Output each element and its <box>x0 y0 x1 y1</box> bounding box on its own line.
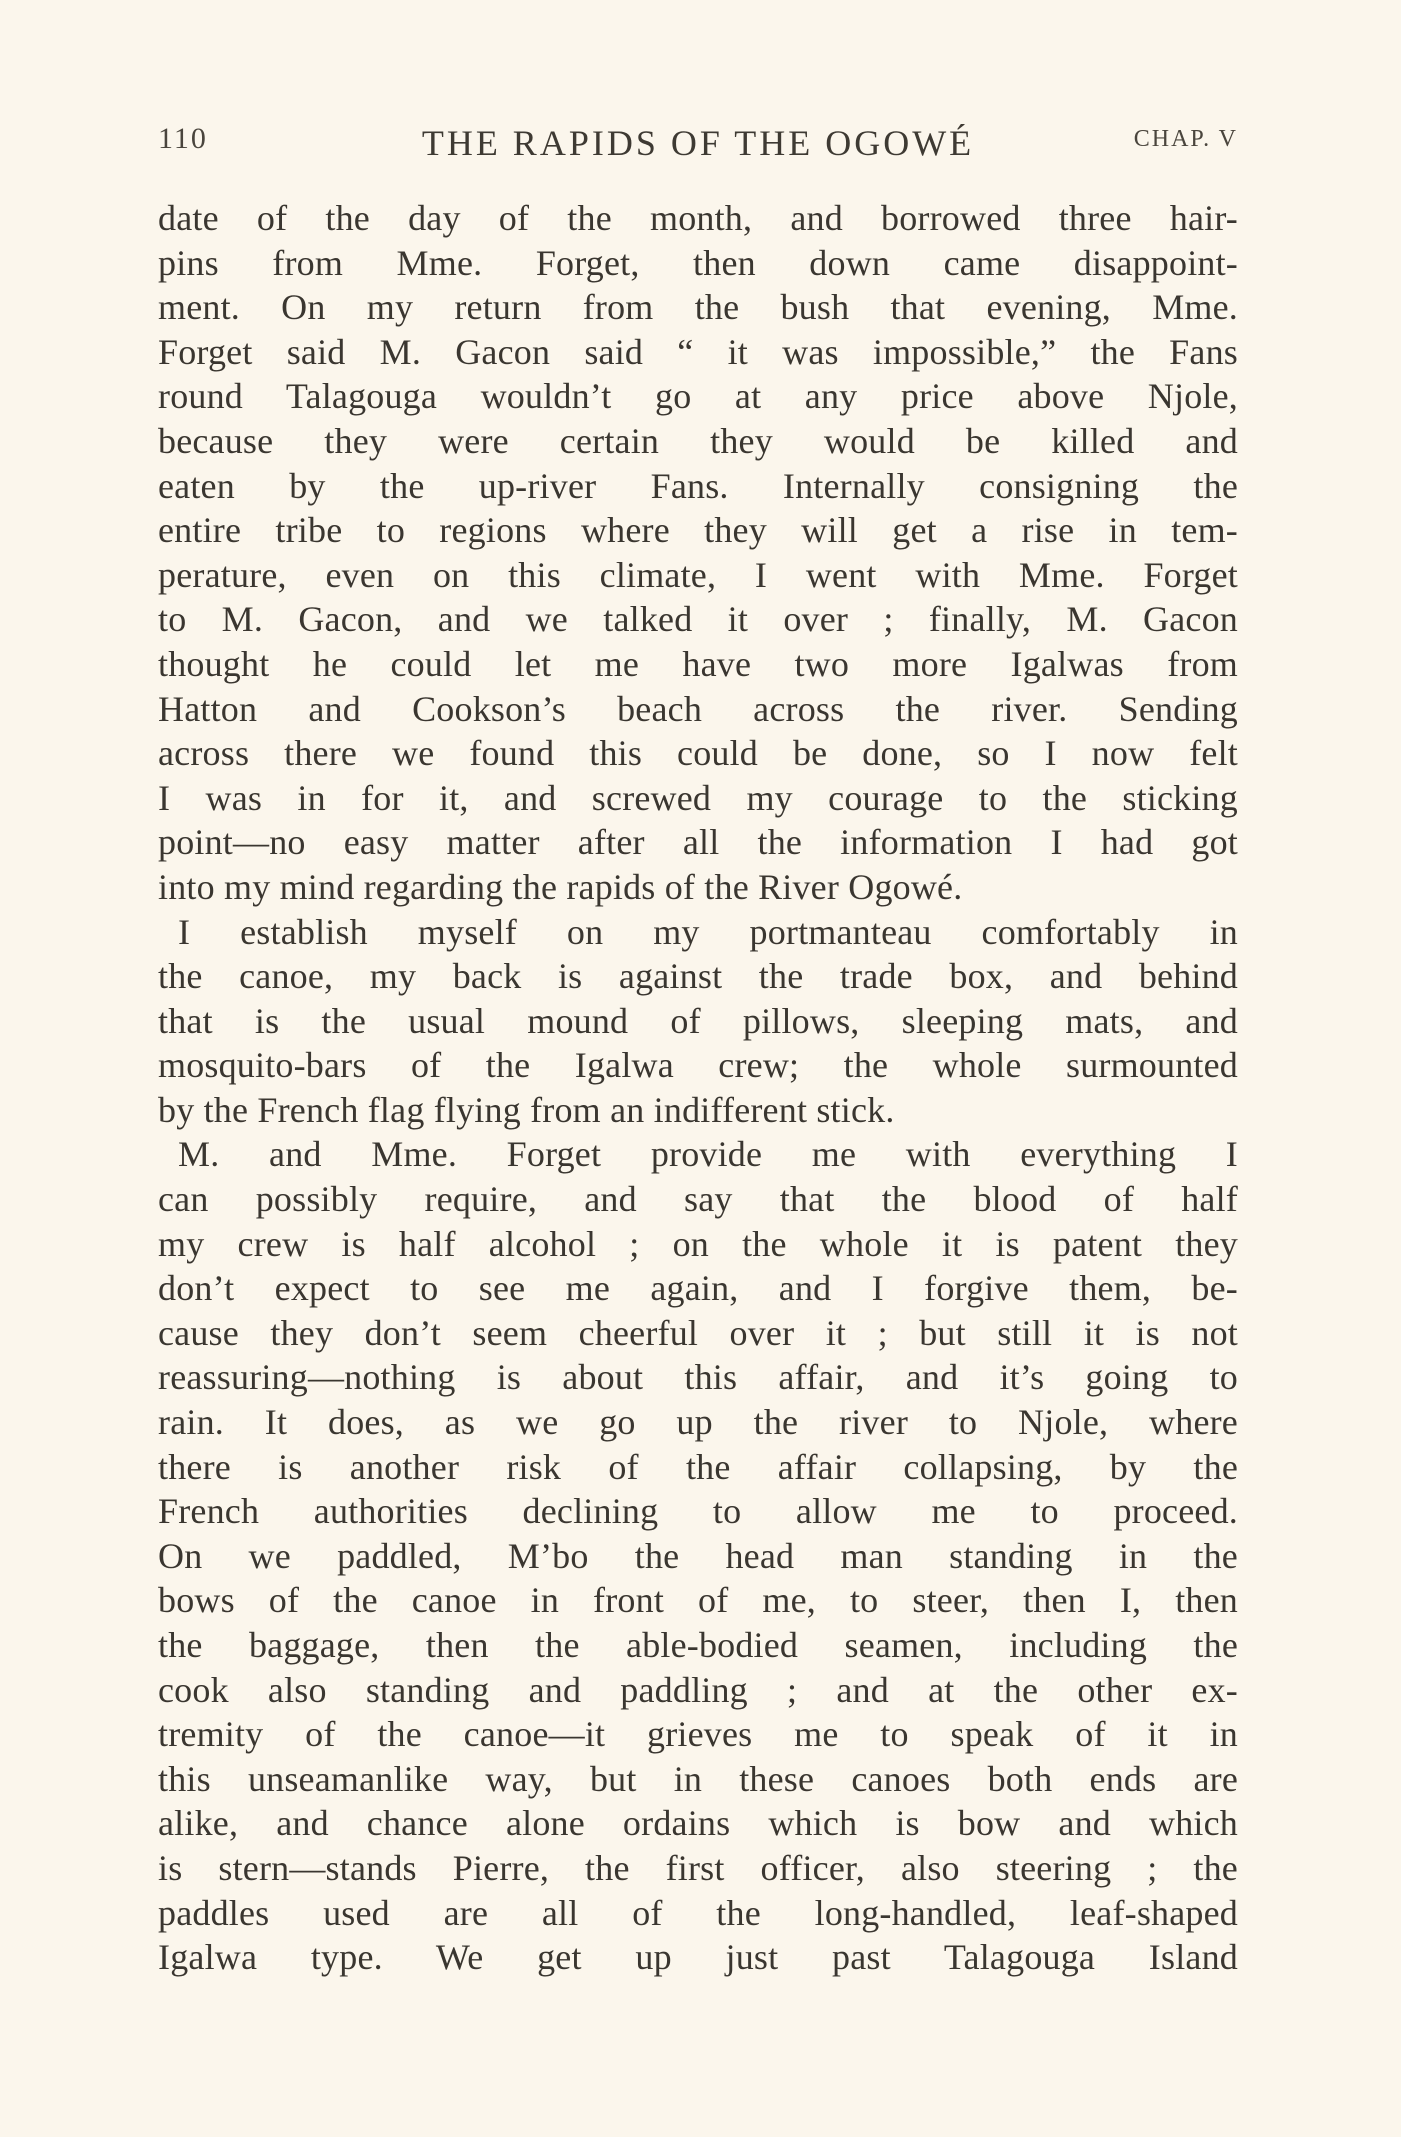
text-line: date of the day of the month, and borrowed three hair- <box>158 198 1238 238</box>
text-line: round Talagouga wouldn’t go at any price above Njole, <box>158 376 1238 417</box>
text-line: alike, and chance alone ordains which is bow and which <box>158 1803 1238 1844</box>
paragraph-start-line: M. and Mme. Forget provide me with everything I <box>178 1134 1238 1175</box>
text-line: that is the usual mound of pillows, sleeping mats, and <box>158 1000 1238 1041</box>
text-line: Hatton and Cookson’s beach across the river. Sending <box>158 688 1238 729</box>
running-title: THE RAPIDS OF THE OGOWÉ <box>421 123 975 163</box>
chapter-label: CHAP. V <box>1133 126 1238 152</box>
text-line: rain. It does, as we go up the river to Njole, where <box>158 1402 1238 1443</box>
text-line: On we paddled, M’bo the head man standing in the <box>158 1535 1238 1576</box>
text-line: because they were certain they would be killed and <box>158 420 1238 461</box>
text-line: this unseamanlike way, but in these canoes both ends are <box>158 1758 1238 1799</box>
text-line: mosquito-bars of the Igalwa crew; the whole surmounted <box>158 1045 1238 1086</box>
text-line: thought he could let me have two more Igalwas from <box>158 643 1238 684</box>
paragraph-end-line: by the French flag flying from an indifferent stick. <box>158 1089 895 1130</box>
text-line: don’t expect to see me again, and I forgive them, be- <box>158 1268 1238 1309</box>
text-line: bows of the canoe in front of me, to steer, then I, then <box>158 1580 1238 1621</box>
text-line: ment. On my return from the bush that evening, Mme. <box>158 287 1238 328</box>
text-line: across there we found this could be done, so I now felt <box>158 733 1238 774</box>
text-line: tremity of the canoe—it grieves me to speak of it in <box>158 1714 1238 1755</box>
text-line: reassuring—nothing is about this affair, and it’s going to <box>158 1357 1238 1398</box>
paragraph-end-line: into my mind regarding the rapids of the River Ogowé. <box>158 866 963 907</box>
text-body <box>158 196 1238 1980</box>
text-line: there is another risk of the affair collapsing, by the <box>158 1446 1238 1487</box>
text-line: cause they don’t seem cheerful over it ; but still it is not <box>158 1312 1238 1353</box>
text-line: entire tribe to regions where they will get a rise in tem- <box>158 510 1238 551</box>
text-line: eaten by the up-river Fans. Internally consigning the <box>158 465 1238 506</box>
text-line: paddles used are all of the long-handled, leaf-shaped <box>158 1892 1238 1933</box>
text-line: point—no easy matter after all the information I had got <box>158 822 1238 863</box>
page-number: 110 <box>158 122 208 155</box>
text-line: I was in for it, and screwed my courage to the sticking <box>158 777 1238 818</box>
text-line: perature, even on this climate, I went with Mme. Forget <box>158 554 1238 595</box>
text-line: Igalwa type. We get up just past Talagouga Island <box>158 1937 1238 1978</box>
text-line: the canoe, my back is against the trade box, and behind <box>158 956 1238 997</box>
paragraph-start-line: I establish myself on my portmanteau comfortably in <box>178 911 1238 952</box>
text-line: pins from Mme. Forget, then down came disappoint- <box>158 242 1238 283</box>
text-line: to M. Gacon, and we talked it over ; finally, M. Gacon <box>158 599 1238 640</box>
running-head <box>158 122 1238 172</box>
text-line: French authorities declining to allow me to proceed. <box>158 1491 1238 1532</box>
text-line: cook also standing and paddling ; and at the other ex- <box>158 1669 1238 1710</box>
text-line: can possibly require, and say that the blood of half <box>158 1179 1238 1220</box>
text-line: is stern—stands Pierre, the first officer, also steering ; the <box>158 1847 1238 1888</box>
text-line: the baggage, then the able-bodied seamen, including the <box>158 1625 1238 1665</box>
text-line: my crew is half alcohol ; on the whole it is patent they <box>158 1223 1238 1264</box>
text-line: Forget said M. Gacon said “ it was impossible,” the Fans <box>158 331 1238 372</box>
